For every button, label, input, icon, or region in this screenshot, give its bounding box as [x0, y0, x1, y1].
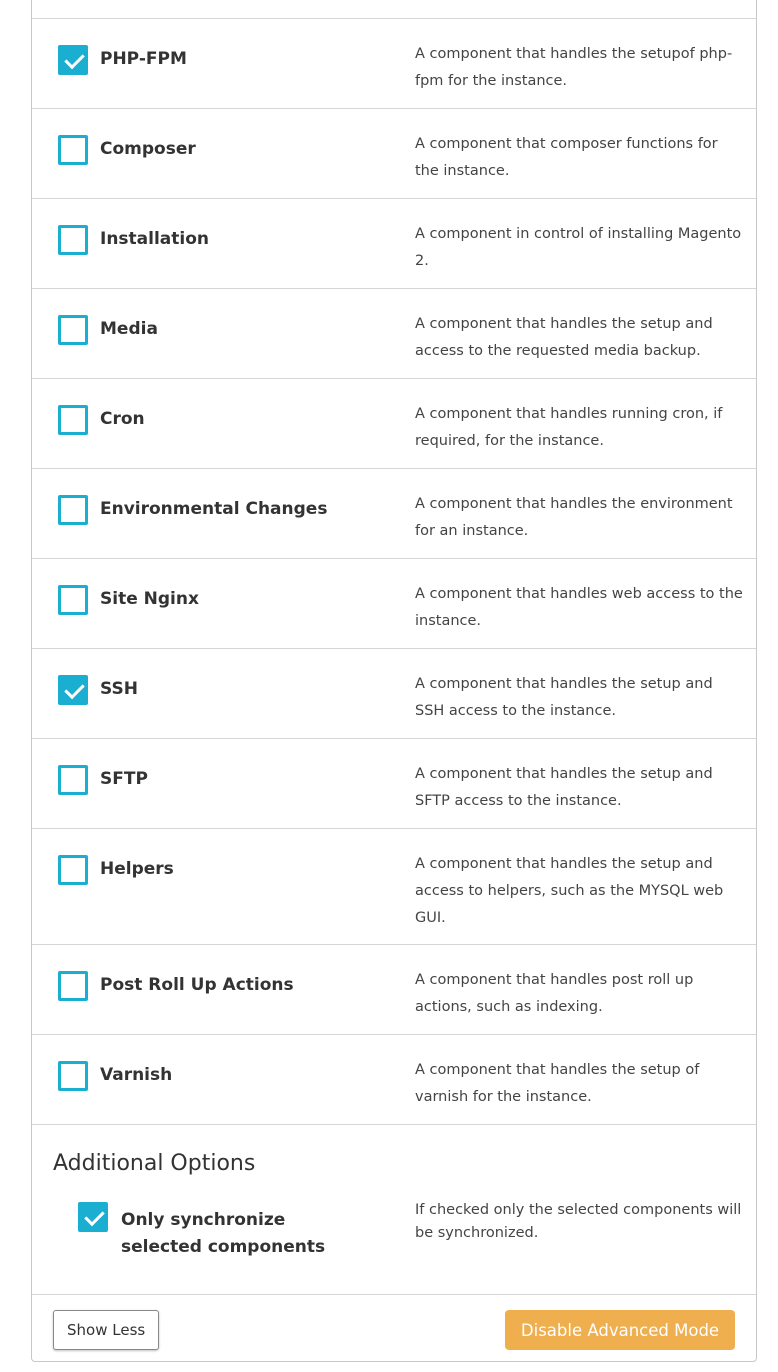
- component-name: SFTP: [100, 769, 148, 789]
- component-row: [32, 1035, 756, 1125]
- advanced-components-panel: [31, 0, 757, 1362]
- component-description: A component that handles the setup and SSH access to the instance.: [415, 676, 713, 719]
- additional-options-section: [32, 1125, 756, 1295]
- component-description: A component that handles running cron, if required, for the instance.: [415, 406, 723, 449]
- component-description: A component that composer functions for the instance.: [415, 136, 718, 179]
- component-checkbox[interactable]: [58, 405, 88, 435]
- component-checkbox[interactable]: [58, 971, 88, 1001]
- component-description: A component that handles web access to the instance.: [415, 586, 743, 629]
- component-checkbox[interactable]: [58, 45, 88, 75]
- component-name: Media: [100, 319, 158, 339]
- component-row: [32, 945, 756, 1035]
- component-checkbox[interactable]: [58, 135, 88, 165]
- sync-selected-description: If checked only the selected components will be synchronized.: [415, 1202, 742, 1241]
- component-checkbox[interactable]: [58, 675, 88, 705]
- component-name: SSH: [100, 679, 138, 699]
- component-name: Varnish: [100, 1065, 173, 1085]
- component-checkbox[interactable]: [58, 225, 88, 255]
- panel-footer: [32, 1295, 756, 1365]
- component-row: [32, 199, 756, 289]
- component-name: Helpers: [100, 859, 174, 879]
- component-description: A component in control of installing Magento 2.: [415, 226, 742, 269]
- component-checkbox[interactable]: [58, 855, 88, 885]
- component-list: [32, 19, 756, 1125]
- component-name: Composer: [100, 139, 196, 159]
- component-description: A component that handles the environment for an instance.: [415, 496, 733, 539]
- component-description: A component that handles the setup of varnish for the instance.: [415, 1062, 700, 1105]
- component-row: [32, 109, 756, 199]
- component-checkbox[interactable]: [58, 495, 88, 525]
- additional-options-title: Additional Options: [53, 1151, 256, 1176]
- component-name: Site Nginx: [100, 589, 199, 609]
- component-row: [32, 469, 756, 559]
- component-description: A component that handles post roll up actions, such as indexing.: [415, 972, 694, 1015]
- component-row: [32, 379, 756, 469]
- component-checkbox[interactable]: [58, 765, 88, 795]
- component-row: [32, 19, 756, 109]
- component-checkbox[interactable]: [58, 315, 88, 345]
- component-name: Post Roll Up Actions: [100, 975, 294, 995]
- component-name: PHP-FPM: [100, 49, 187, 69]
- panel-top-row: [32, 0, 756, 19]
- sync-selected-checkbox[interactable]: [78, 1202, 108, 1232]
- component-name: Installation: [100, 229, 210, 249]
- component-description: A component that handles the setup and access to helpers, such as the MYSQL web GUI.: [415, 856, 724, 926]
- component-description: A component that handles the setup and SFTP access to the instance.: [415, 766, 713, 809]
- component-name: Cron: [100, 409, 145, 429]
- sync-selected-label: Only synchronize selected components: [121, 1210, 326, 1257]
- component-row: [32, 649, 756, 739]
- component-checkbox[interactable]: [58, 585, 88, 615]
- component-description: A component that handles the setup and access to the requested media backup.: [415, 316, 713, 359]
- component-name: Environmental Changes: [100, 499, 328, 519]
- disable-advanced-mode-button[interactable]: Disable Advanced Mode: [505, 1310, 735, 1350]
- show-less-button[interactable]: Show Less: [53, 1310, 159, 1350]
- component-checkbox[interactable]: [58, 1061, 88, 1091]
- component-row: [32, 559, 756, 649]
- component-description: A component that handles the setupof php-fpm for the instance.: [415, 46, 733, 89]
- component-row: [32, 289, 756, 379]
- component-row: [32, 829, 756, 945]
- component-row: [32, 739, 756, 829]
